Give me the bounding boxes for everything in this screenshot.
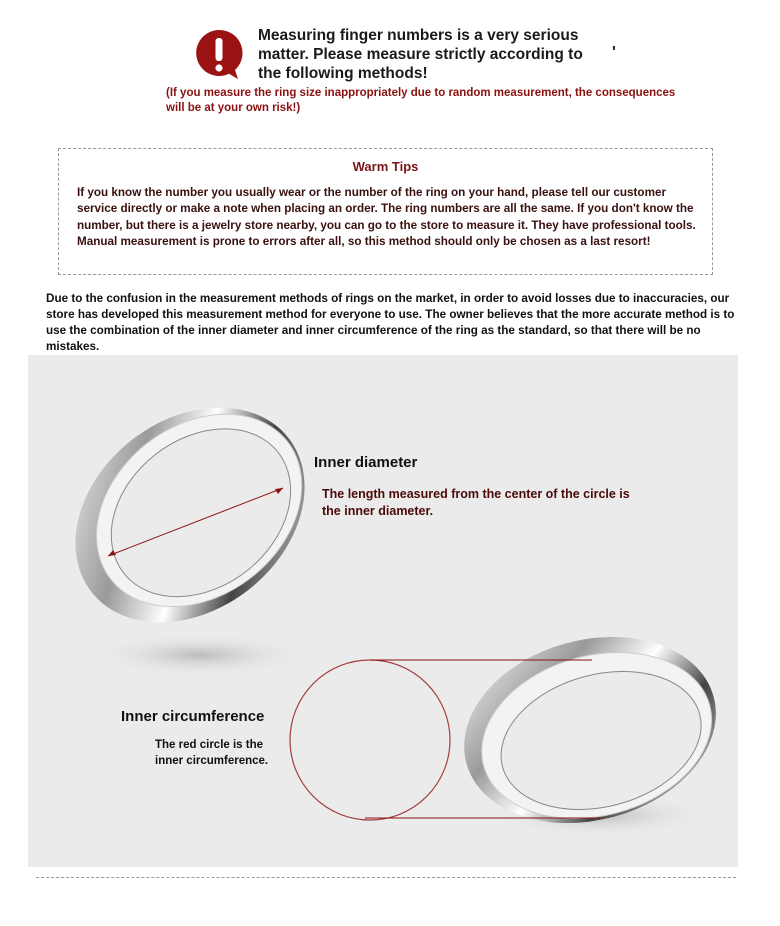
warm-tips-title: Warm Tips — [352, 159, 419, 174]
inner-diameter-desc: The length measured from the center of the circle is the inner diameter. — [322, 487, 630, 518]
bottom-divider — [36, 877, 736, 878]
ring-inner-diameter — [33, 363, 347, 677]
ring-illustrations — [0, 355, 780, 867]
warm-tips-body: If you know the number you usually wear or the number of the ring on your hand, please tell our customer service directly or make a note when placing an order. The ring numbers are all the same. If you don't know the number, but there is a jewelry store nearby, you can go to the store to measure it. They have professional tools. Manual measurement is prone to errors after all, so this method should only be chosen as a last resort! — [77, 186, 696, 249]
red-circle — [290, 660, 450, 820]
inner-circumference-desc-1: The red circle is the — [155, 739, 264, 751]
intro-paragraph: Due to the confusion in the measurement methods of rings on the market, in order to avoid losses due to inaccuracies, our store has developed this measurement method for everyone to use. The owner believes that the more accurate method is to use the combination of the inner diameter and inner circumference of the ring as the standard, so that there will be no mistakes. — [46, 292, 735, 353]
inner-circumference-desc-2: inner circumference. — [155, 755, 269, 767]
stray-mark: ' — [612, 44, 616, 61]
exclamation-bubble-icon — [194, 28, 244, 80]
warning-headline: Measuring finger numbers is a very serious matter. Please measure strictly according to the following methods! — [258, 27, 583, 82]
warm-tips-box — [58, 148, 713, 275]
ring-inner-circumference — [290, 610, 737, 850]
risk-note: (If you measure the ring size inappropriately due to random measurement, the consequences will be at your own risk!) — [166, 87, 676, 114]
inner-circumference-title: Inner circumference — [121, 708, 265, 725]
inner-diameter-title: Inner diameter — [314, 454, 418, 471]
